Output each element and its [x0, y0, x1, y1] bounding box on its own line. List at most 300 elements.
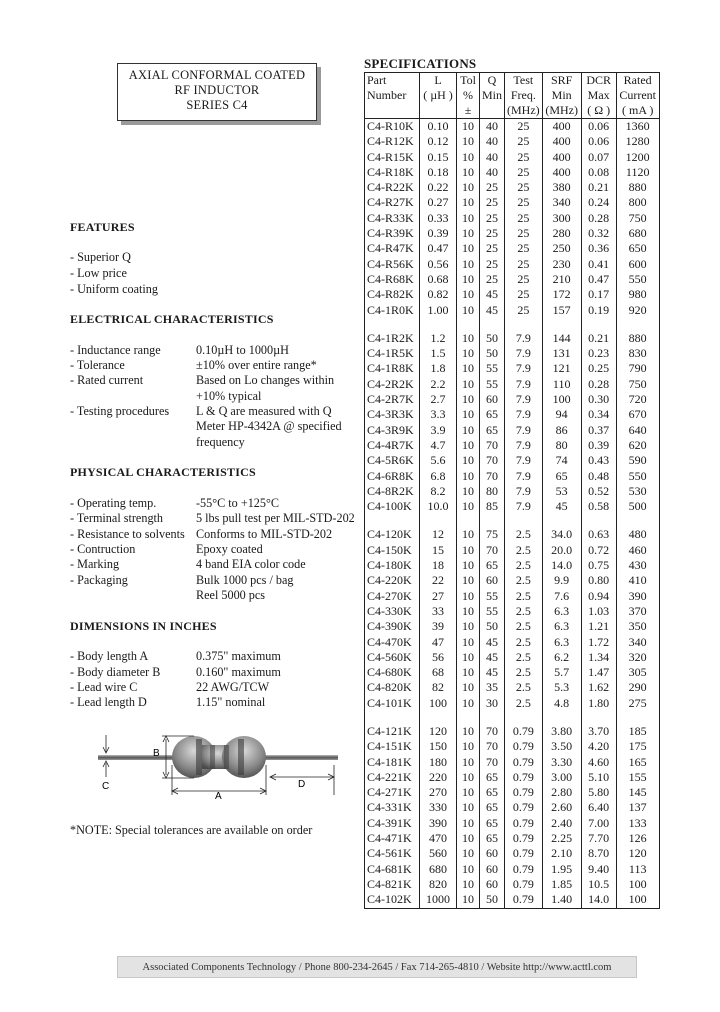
part-number-cell: C4-R33K	[365, 211, 420, 226]
srf-min-cell: 340	[542, 195, 581, 210]
table-row	[365, 831, 660, 846]
srf-min-cell: 2.25	[542, 831, 581, 846]
q-min-cell: 25	[480, 195, 505, 210]
title-line-2: RF INDUCTOR	[174, 83, 260, 97]
inductor-body	[172, 736, 266, 778]
table-row	[365, 604, 660, 619]
inductance-cell: 0.33	[420, 211, 457, 226]
part-number-cell: C4-121K	[365, 711, 420, 739]
rated-current-cell: 460	[616, 543, 659, 558]
tolerance-cell: 10	[457, 573, 480, 588]
tolerance-cell: 10	[457, 318, 480, 346]
table-row	[365, 438, 660, 453]
physical-label: - Terminal strength	[70, 511, 164, 525]
part-number-cell: C4-1R5K	[365, 346, 420, 361]
srf-min-cell: 86	[542, 423, 581, 438]
q-min-cell: 50	[480, 892, 505, 908]
srf-min-cell: 400	[542, 134, 581, 149]
dcr-max-cell: 0.32	[581, 226, 616, 241]
q-min-cell: 45	[480, 287, 505, 302]
electrical-label: - Rated current	[70, 373, 144, 387]
special-tolerance-note: *NOTE: Special tolerances are available on order	[70, 823, 313, 837]
q-min-cell: 55	[480, 589, 505, 604]
table-row	[365, 484, 660, 499]
tolerance-cell: 10	[457, 862, 480, 877]
tolerance-cell: 10	[457, 180, 480, 195]
dcr-max-cell: 14.0	[581, 892, 616, 908]
physical-value: -55°C to +125°C	[196, 496, 279, 510]
q-min-cell: 45	[480, 665, 505, 680]
q-min-cell: 25	[480, 180, 505, 195]
part-number-cell: C4-221K	[365, 770, 420, 785]
rated-current-cell: 1360	[616, 119, 659, 135]
rated-current-cell: 720	[616, 392, 659, 407]
tolerance-cell: 10	[457, 407, 480, 422]
rated-current-cell: 275	[616, 696, 659, 711]
inductance-cell: 0.68	[420, 272, 457, 287]
tolerance-cell: 10	[457, 635, 480, 650]
table-row	[365, 635, 660, 650]
test-freq-cell: 0.79	[505, 755, 543, 770]
table-row	[365, 785, 660, 800]
tolerance-cell: 10	[457, 619, 480, 634]
rated-current-cell: 550	[616, 272, 659, 287]
dcr-max-cell: 0.72	[581, 543, 616, 558]
part-number-cell: C4-R10K	[365, 119, 420, 135]
srf-min-cell: 6.3	[542, 619, 581, 634]
inductance-cell: 2.7	[420, 392, 457, 407]
test-freq-cell: 7.9	[505, 484, 543, 499]
test-freq-cell: 25	[505, 257, 543, 272]
table-row	[365, 272, 660, 287]
electrical-label: - Tolerance	[70, 358, 125, 372]
part-number-cell: C4-R27K	[365, 195, 420, 210]
part-number-cell: C4-150K	[365, 543, 420, 558]
table-row	[365, 619, 660, 634]
rated-current-cell: 340	[616, 635, 659, 650]
q-min-cell: 85	[480, 499, 505, 514]
srf-min-cell: 7.6	[542, 589, 581, 604]
rated-current-cell: 165	[616, 755, 659, 770]
srf-min-cell: 1.40	[542, 892, 581, 908]
test-freq-cell: 2.5	[505, 514, 543, 542]
electrical-label: - Inductance range	[70, 343, 161, 357]
part-number-cell: C4-R82K	[365, 287, 420, 302]
part-number-cell: C4-R47K	[365, 241, 420, 256]
physical-value: Reel 5000 pcs	[196, 588, 266, 602]
inductance-cell: 15	[420, 543, 457, 558]
test-freq-cell: 7.9	[505, 423, 543, 438]
rated-current-cell: 137	[616, 800, 659, 815]
dcr-max-cell: 0.08	[581, 165, 616, 180]
inductance-cell: 560	[420, 846, 457, 861]
part-number-cell: C4-680K	[365, 665, 420, 680]
q-min-cell: 45	[480, 303, 505, 318]
dcr-max-cell: 0.37	[581, 423, 616, 438]
rated-current-cell: 620	[616, 438, 659, 453]
table-row	[365, 514, 660, 542]
lead-wire-right	[258, 755, 338, 760]
test-freq-cell: 0.79	[505, 831, 543, 846]
test-freq-cell: 0.79	[505, 877, 543, 892]
dimension-label: - Body length A	[70, 649, 149, 663]
q-min-cell: 55	[480, 377, 505, 392]
dcr-max-cell: 0.63	[581, 514, 616, 542]
table-row	[365, 165, 660, 180]
rated-current-cell: 155	[616, 770, 659, 785]
rated-current-cell: 126	[616, 831, 659, 846]
electrical-value: L & Q are measured with Q	[196, 404, 332, 418]
test-freq-cell: 7.9	[505, 407, 543, 422]
rated-current-cell: 430	[616, 558, 659, 573]
dimension-value: 22 AWG/TCW	[196, 680, 270, 694]
rated-current-cell: 550	[616, 469, 659, 484]
tolerance-cell: 10	[457, 589, 480, 604]
srf-min-cell: 2.80	[542, 785, 581, 800]
table-row	[365, 665, 660, 680]
part-number-cell: C4-1R0K	[365, 303, 420, 318]
dcr-max-cell: 7.70	[581, 831, 616, 846]
company-footer: Associated Components Technology / Phone 800-234-2645 / Fax 714-265-4810 / Website http://www.acttl.com	[117, 956, 637, 978]
table-row	[365, 739, 660, 754]
table-row	[365, 469, 660, 484]
dimensions-heading: DIMENSIONS IN INCHES	[70, 619, 217, 633]
q-min-cell: 25	[480, 226, 505, 241]
rated-current-cell: 640	[616, 423, 659, 438]
test-freq-cell: 25	[505, 134, 543, 149]
rated-current-cell: 370	[616, 604, 659, 619]
test-freq-cell: 0.79	[505, 800, 543, 815]
table-row	[365, 453, 660, 468]
test-freq-cell: 0.79	[505, 770, 543, 785]
srf-min-cell: 5.3	[542, 680, 581, 695]
dcr-max-cell: 1.21	[581, 619, 616, 634]
tolerance-cell: 10	[457, 303, 480, 318]
table-row	[365, 696, 660, 711]
tolerance-cell: 10	[457, 119, 480, 135]
tolerance-cell: 10	[457, 165, 480, 180]
inductance-cell: 5.6	[420, 453, 457, 468]
rated-current-cell: 590	[616, 453, 659, 468]
inductance-cell: 8.2	[420, 484, 457, 499]
test-freq-cell: 7.9	[505, 346, 543, 361]
table-row	[365, 589, 660, 604]
q-min-cell: 65	[480, 407, 505, 422]
table-row	[365, 150, 660, 165]
tolerance-cell: 10	[457, 392, 480, 407]
srf-min-cell: 65	[542, 469, 581, 484]
inductance-cell: 470	[420, 831, 457, 846]
srf-min-cell: 400	[542, 119, 581, 135]
srf-min-cell: 3.80	[542, 711, 581, 739]
test-freq-cell: 2.5	[505, 635, 543, 650]
test-freq-cell: 0.79	[505, 739, 543, 754]
test-freq-cell: 25	[505, 150, 543, 165]
inductance-cell: 0.10	[420, 119, 457, 135]
q-min-cell: 25	[480, 241, 505, 256]
feature-item: - Low price	[70, 266, 127, 280]
inductance-cell: 0.27	[420, 195, 457, 210]
rated-current-cell: 980	[616, 287, 659, 302]
table-row	[365, 392, 660, 407]
q-min-cell: 35	[480, 680, 505, 695]
test-freq-cell: 7.9	[505, 453, 543, 468]
part-number-cell: C4-271K	[365, 785, 420, 800]
title-line-1: AXIAL CONFORMAL COATED	[128, 68, 306, 82]
test-freq-cell: 2.5	[505, 650, 543, 665]
dcr-max-cell: 6.40	[581, 800, 616, 815]
inductance-cell: 270	[420, 785, 457, 800]
srf-min-cell: 400	[542, 165, 581, 180]
dcr-max-cell: 0.52	[581, 484, 616, 499]
part-number-cell: C4-220K	[365, 573, 420, 588]
inductance-cell: 0.22	[420, 180, 457, 195]
tolerance-cell: 10	[457, 846, 480, 861]
rated-current-cell: 305	[616, 665, 659, 680]
part-number-cell: C4-R56K	[365, 257, 420, 272]
srf-min-cell: 4.8	[542, 696, 581, 711]
dcr-max-cell: 0.47	[581, 272, 616, 287]
dcr-max-cell: 1.72	[581, 635, 616, 650]
specifications-table	[364, 72, 660, 909]
inductance-cell: 2.2	[420, 377, 457, 392]
q-min-cell: 55	[480, 361, 505, 376]
header-freq: Test Freq. (MHz)	[505, 73, 543, 119]
part-number-cell: C4-181K	[365, 755, 420, 770]
part-number-cell: C4-681K	[365, 862, 420, 877]
tolerance-cell: 10	[457, 484, 480, 499]
part-number-cell: C4-6R8K	[365, 469, 420, 484]
table-row	[365, 558, 660, 573]
dcr-max-cell: 10.5	[581, 877, 616, 892]
tolerance-cell: 10	[457, 558, 480, 573]
rated-current-cell: 145	[616, 785, 659, 800]
physical-label: - Contruction	[70, 542, 136, 556]
inductance-cell: 0.12	[420, 134, 457, 149]
table-row	[365, 226, 660, 241]
inductance-cell: 220	[420, 770, 457, 785]
dimension-value: 1.15" nominal	[196, 695, 266, 709]
table-row	[365, 303, 660, 318]
part-number-cell: C4-R39K	[365, 226, 420, 241]
q-min-cell: 80	[480, 484, 505, 499]
table-row	[365, 195, 660, 210]
feature-item: - Uniform coating	[70, 282, 158, 296]
inductance-cell: 150	[420, 739, 457, 754]
srf-min-cell: 20.0	[542, 543, 581, 558]
dimension-label: - Lead wire C	[70, 680, 138, 694]
inductance-cell: 330	[420, 800, 457, 815]
q-min-cell: 70	[480, 469, 505, 484]
dcr-max-cell: 0.25	[581, 361, 616, 376]
table-row	[365, 800, 660, 815]
table-row	[365, 134, 660, 149]
q-min-cell: 45	[480, 635, 505, 650]
table-row	[365, 407, 660, 422]
test-freq-cell: 25	[505, 272, 543, 287]
srf-min-cell: 14.0	[542, 558, 581, 573]
part-number-cell: C4-820K	[365, 680, 420, 695]
physical-value: 5 lbs pull test per MIL-STD-202	[196, 511, 355, 525]
rated-current-cell: 480	[616, 514, 659, 542]
table-body	[365, 119, 660, 909]
srf-min-cell: 80	[542, 438, 581, 453]
features-heading: FEATURES	[70, 220, 135, 234]
table-row	[365, 573, 660, 588]
dimension-label: - Body diameter B	[70, 665, 161, 679]
part-number-cell: C4-1R8K	[365, 361, 420, 376]
electrical-value: frequency	[196, 435, 245, 449]
table-row	[365, 680, 660, 695]
dcr-max-cell: 4.60	[581, 755, 616, 770]
srf-min-cell: 2.40	[542, 816, 581, 831]
dcr-max-cell: 5.80	[581, 785, 616, 800]
table-row	[365, 770, 660, 785]
part-number-cell: C4-101K	[365, 696, 420, 711]
rated-current-cell: 1120	[616, 165, 659, 180]
q-min-cell: 65	[480, 831, 505, 846]
dcr-max-cell: 0.24	[581, 195, 616, 210]
inductance-cell: 10.0	[420, 499, 457, 514]
test-freq-cell: 0.79	[505, 846, 543, 861]
part-number-cell: C4-821K	[365, 877, 420, 892]
table-row	[365, 423, 660, 438]
dcr-max-cell: 0.30	[581, 392, 616, 407]
tolerance-cell: 10	[457, 423, 480, 438]
dcr-max-cell: 0.80	[581, 573, 616, 588]
tolerance-cell: 10	[457, 134, 480, 149]
srf-min-cell: 210	[542, 272, 581, 287]
dcr-max-cell: 0.36	[581, 241, 616, 256]
srf-min-cell: 172	[542, 287, 581, 302]
part-number-cell: C4-390K	[365, 619, 420, 634]
dcr-max-cell: 0.75	[581, 558, 616, 573]
test-freq-cell: 2.5	[505, 619, 543, 634]
q-min-cell: 40	[480, 165, 505, 180]
rated-current-cell: 185	[616, 711, 659, 739]
inductance-cell: 68	[420, 665, 457, 680]
test-freq-cell: 25	[505, 211, 543, 226]
inductance-cell: 0.47	[420, 241, 457, 256]
srf-min-cell: 6.3	[542, 604, 581, 619]
test-freq-cell: 25	[505, 303, 543, 318]
rated-current-cell: 880	[616, 318, 659, 346]
inductance-cell: 27	[420, 589, 457, 604]
inductance-cell: 0.39	[420, 226, 457, 241]
table-row	[365, 119, 660, 135]
q-min-cell: 50	[480, 318, 505, 346]
tolerance-cell: 10	[457, 877, 480, 892]
title-line-3: SERIES C4	[186, 98, 248, 112]
rated-current-cell: 530	[616, 484, 659, 499]
table-row	[365, 846, 660, 861]
tolerance-cell: 10	[457, 469, 480, 484]
header-tol: Tol % ±	[457, 73, 480, 119]
q-min-cell: 30	[480, 696, 505, 711]
part-number-cell: C4-3R3K	[365, 407, 420, 422]
q-min-cell: 55	[480, 604, 505, 619]
tolerance-cell: 10	[457, 377, 480, 392]
dcr-max-cell: 1.03	[581, 604, 616, 619]
dcr-max-cell: 0.43	[581, 453, 616, 468]
test-freq-cell: 25	[505, 226, 543, 241]
inductance-cell: 22	[420, 573, 457, 588]
physical-label: - Resistance to solvents	[70, 527, 185, 541]
table-row	[365, 877, 660, 892]
srf-min-cell: 2.10	[542, 846, 581, 861]
inductance-cell: 18	[420, 558, 457, 573]
header-q: Q Min	[480, 73, 505, 119]
tolerance-cell: 10	[457, 680, 480, 695]
title-box	[117, 63, 317, 121]
part-number-cell: C4-R22K	[365, 180, 420, 195]
tolerance-cell: 10	[457, 696, 480, 711]
inductance-cell: 82	[420, 680, 457, 695]
tolerance-cell: 10	[457, 514, 480, 542]
rated-current-cell: 100	[616, 892, 659, 908]
table-row	[365, 816, 660, 831]
inductance-cell: 0.15	[420, 150, 457, 165]
physical-value: Epoxy coated	[196, 542, 263, 556]
inductance-cell: 3.3	[420, 407, 457, 422]
rated-current-cell: 1280	[616, 134, 659, 149]
q-min-cell: 70	[480, 543, 505, 558]
dimension-value: 0.160" maximum	[196, 665, 281, 679]
part-number-cell: C4-102K	[365, 892, 420, 908]
header-current: Rated Current ( mA )	[616, 73, 659, 119]
rated-current-cell: 790	[616, 361, 659, 376]
part-number-cell: C4-1R2K	[365, 318, 420, 346]
test-freq-cell: 0.79	[505, 711, 543, 739]
srf-min-cell: 400	[542, 150, 581, 165]
rated-current-cell: 750	[616, 377, 659, 392]
table-row	[365, 318, 660, 346]
inductance-cell: 0.56	[420, 257, 457, 272]
inductance-cell: 4.7	[420, 438, 457, 453]
feature-item: - Superior Q	[70, 250, 131, 264]
q-min-cell: 60	[480, 392, 505, 407]
q-min-cell: 70	[480, 739, 505, 754]
dimension-label-a: A	[215, 791, 222, 802]
inductance-cell: 12	[420, 514, 457, 542]
inductance-cell: 1.8	[420, 361, 457, 376]
dcr-max-cell: 1.62	[581, 680, 616, 695]
tolerance-cell: 10	[457, 650, 480, 665]
rated-current-cell: 113	[616, 862, 659, 877]
q-min-cell: 70	[480, 438, 505, 453]
test-freq-cell: 0.79	[505, 785, 543, 800]
dcr-max-cell: 0.39	[581, 438, 616, 453]
tolerance-cell: 10	[457, 438, 480, 453]
tolerance-cell: 10	[457, 272, 480, 287]
table-row	[365, 711, 660, 739]
tolerance-cell: 10	[457, 739, 480, 754]
test-freq-cell: 2.5	[505, 665, 543, 680]
dcr-max-cell: 8.70	[581, 846, 616, 861]
part-number-cell: C4-561K	[365, 846, 420, 861]
q-min-cell: 65	[480, 770, 505, 785]
dcr-max-cell: 0.21	[581, 318, 616, 346]
rated-current-cell: 100	[616, 877, 659, 892]
part-number-cell: C4-2R7K	[365, 392, 420, 407]
part-number-cell: C4-2R2K	[365, 377, 420, 392]
table-row	[365, 211, 660, 226]
q-min-cell: 50	[480, 346, 505, 361]
physical-value: 4 band EIA color code	[196, 557, 306, 571]
rated-current-cell: 410	[616, 573, 659, 588]
inductance-cell: 1.2	[420, 318, 457, 346]
srf-min-cell: 1.85	[542, 877, 581, 892]
